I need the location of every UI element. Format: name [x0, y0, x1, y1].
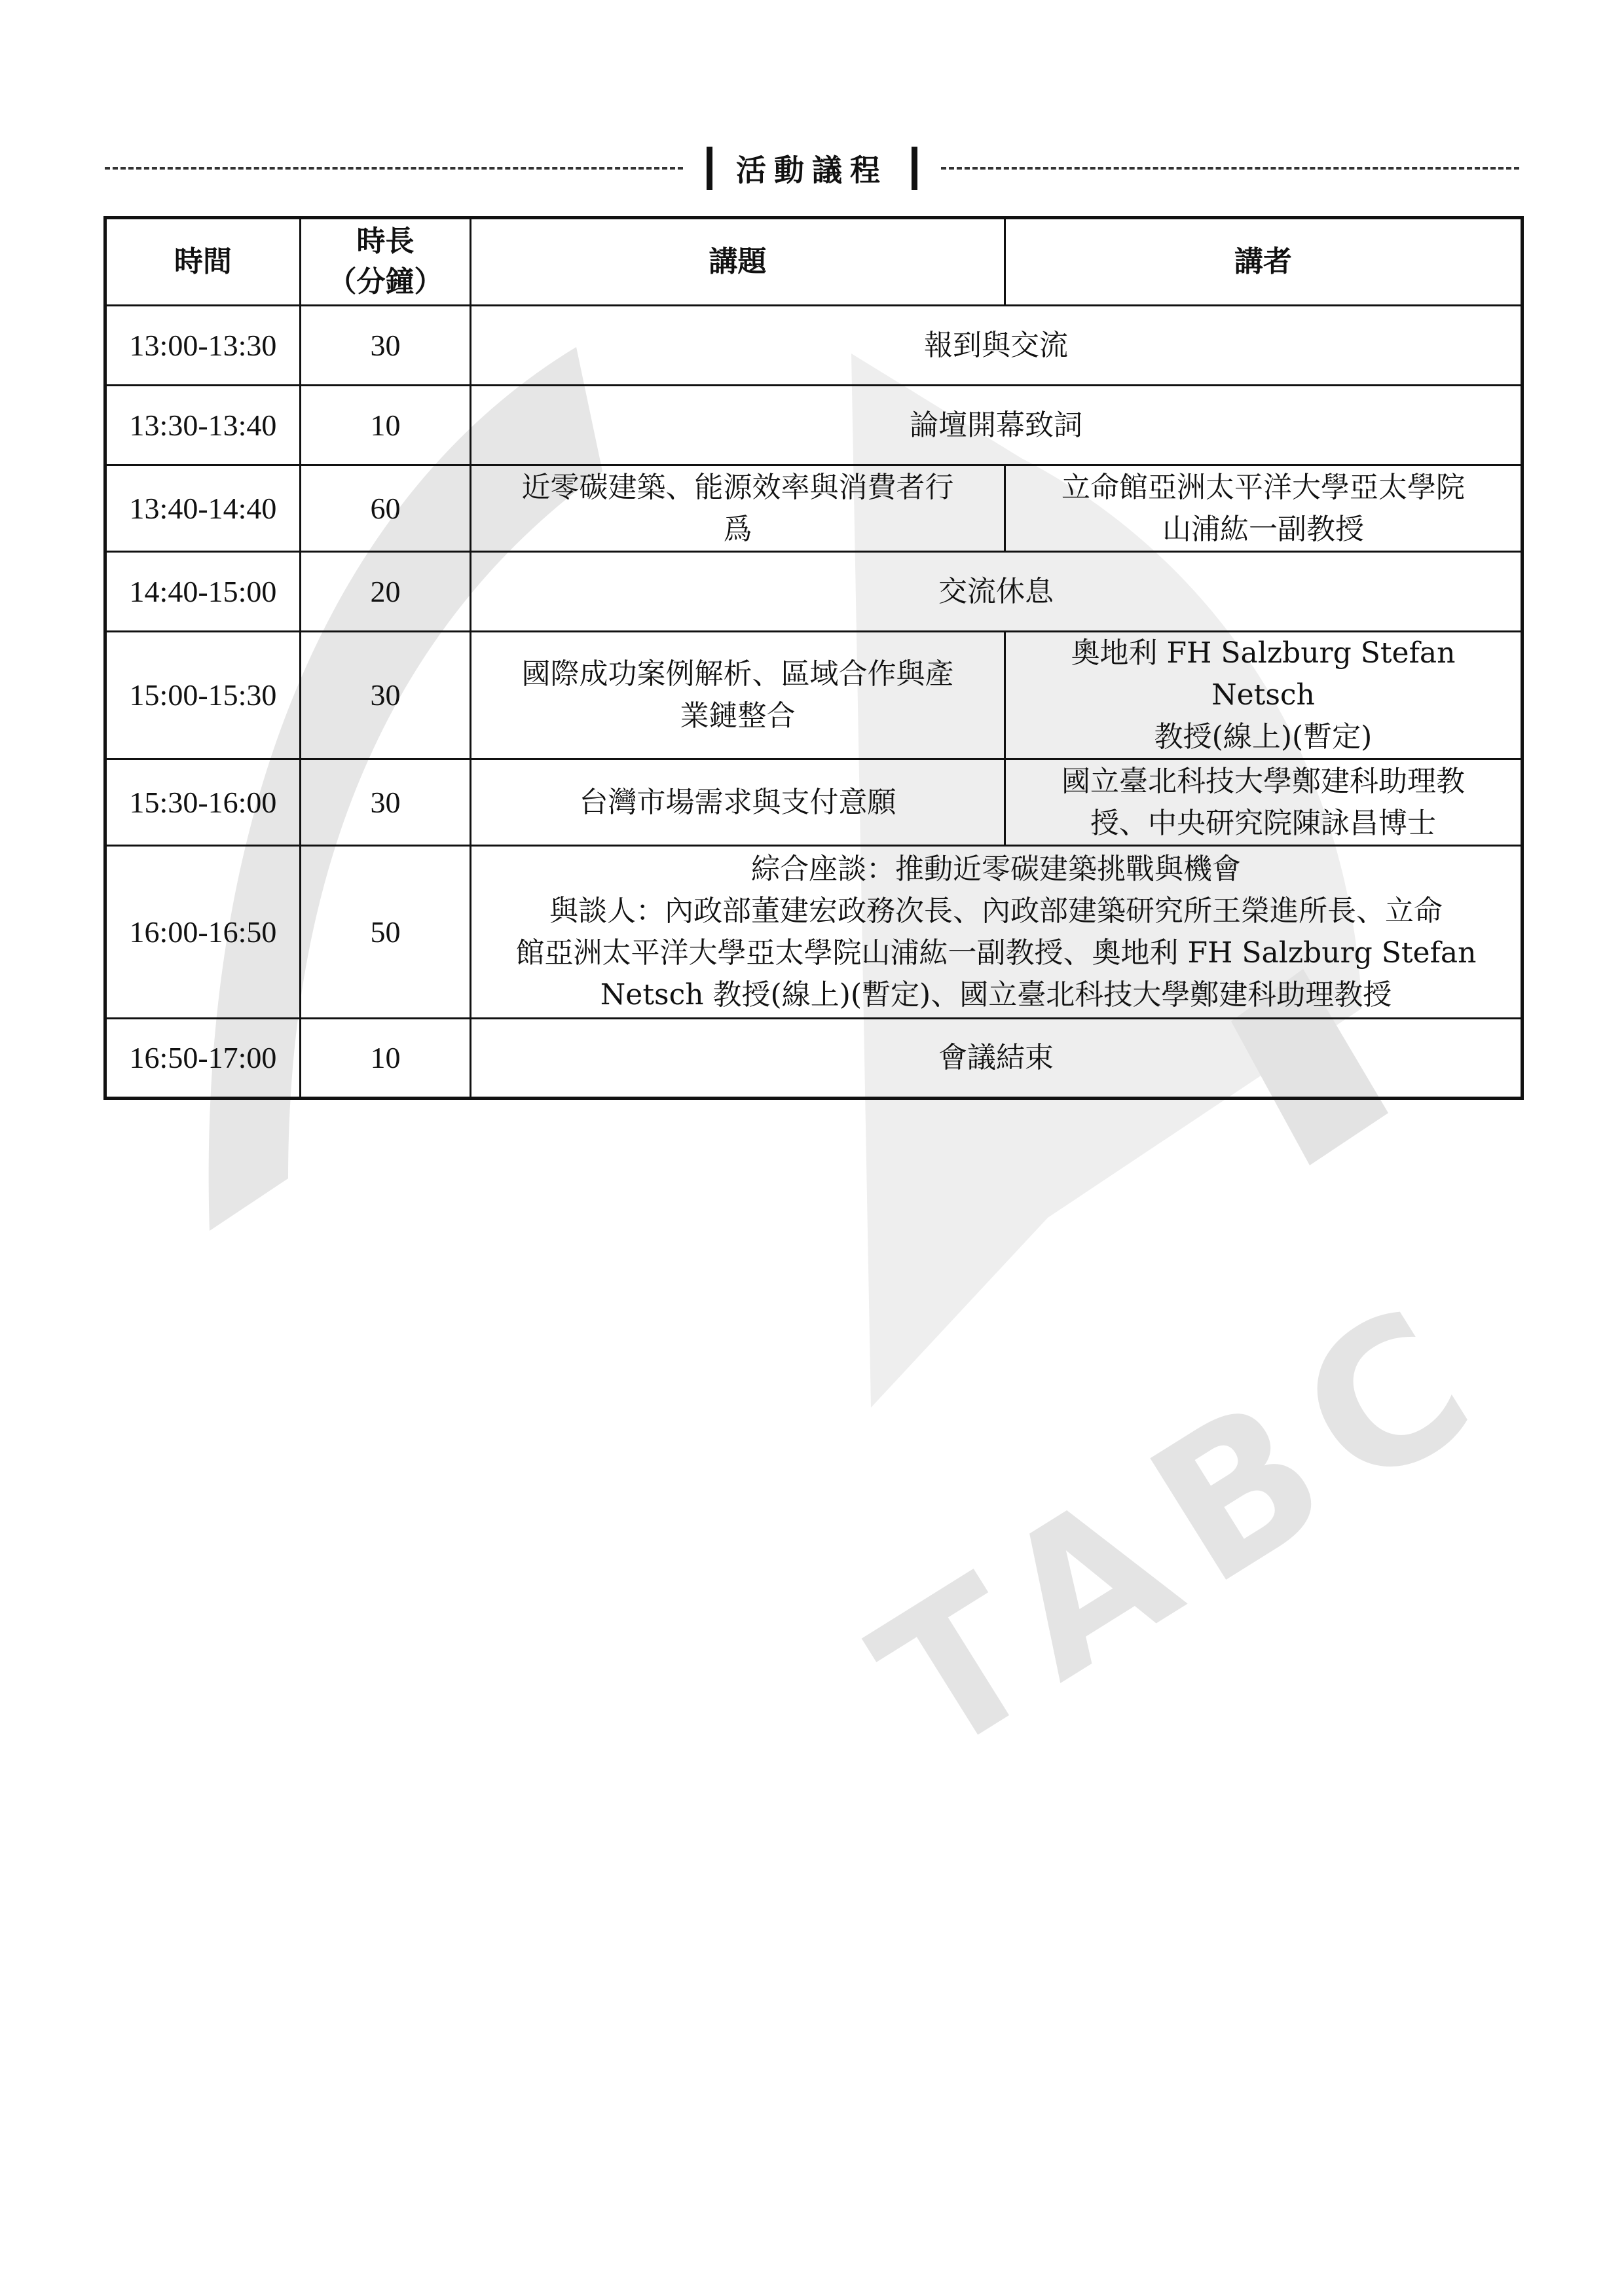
cell-duration: 20 [301, 552, 471, 632]
cell-time: 16:00-16:50 [105, 846, 301, 1019]
cell-text-line: 山浦紘一副教授 [1162, 512, 1364, 546]
cell-duration: 30 [301, 759, 471, 846]
cell-text-line: 教授(線上)(暫定) [1154, 720, 1373, 754]
cell-duration: 60 [301, 465, 471, 552]
cell-text-line: 館亞洲太平洋大學亞太學院山浦紘一副教授、奧地利 FH Salzburg Stefan [515, 936, 1477, 970]
cell-merged: 會議結束 [471, 1019, 1522, 1099]
col-header-time: 時間 [105, 218, 301, 306]
cell-text-line: 台灣市場需求與支付意願 [579, 785, 896, 819]
cell-merged: 論壇開幕致詞 [471, 386, 1522, 465]
cell-duration: 10 [301, 1019, 471, 1099]
cell-duration: 10 [301, 386, 471, 465]
table-row [105, 846, 1522, 1019]
cell-speaker [1005, 759, 1522, 846]
cell-merged: 交流休息 [471, 552, 1522, 632]
cell-text-line: 授、中央研究院陳詠昌博士 [1090, 806, 1436, 840]
page-title: 活動議程 [736, 153, 888, 188]
col-header-duration-line: 時長 [356, 225, 415, 258]
header-dash-right [941, 167, 1519, 170]
cell-text-line: 奧地利 FH Salzburg Stefan Netsch [1071, 636, 1456, 712]
cell-text-line: 近零碳建築、能源效率與消費者行 [521, 470, 954, 504]
watermark-text: TABC [840, 1251, 1529, 1800]
cell-text-line: Netsch 教授(線上)(暫定)、國立臺北科技大學鄭建科助理教授 [600, 977, 1392, 1011]
cell-time: 15:30-16:00 [105, 759, 301, 846]
col-header-speaker: 講者 [1005, 218, 1522, 306]
cell-text-line: 綜合座談：推動近零碳建築挑戰與機會 [751, 852, 1241, 886]
table-row [105, 759, 1522, 846]
table-row [105, 306, 1522, 386]
cell-time: 13:00-13:30 [105, 306, 301, 386]
col-header-topic: 講題 [471, 218, 1005, 306]
cell-time: 13:30-13:40 [105, 386, 301, 465]
col-header-duration [301, 218, 471, 306]
table-row [105, 1019, 1522, 1099]
section-header [105, 139, 1519, 198]
cell-topic [471, 759, 1005, 846]
cell-merged: 報到與交流 [471, 306, 1522, 386]
cell-topic [471, 465, 1005, 552]
cell-duration: 50 [301, 846, 471, 1019]
cell-time: 13:40-14:40 [105, 465, 301, 552]
cell-time: 14:40-15:00 [105, 552, 301, 632]
cell-text-line: 爲 [723, 512, 752, 546]
header-bar-left [707, 147, 712, 190]
cell-text-line: 國立臺北科技大學鄭建科助理教 [1061, 764, 1465, 798]
cell-duration: 30 [301, 306, 471, 386]
table-row [105, 465, 1522, 552]
agenda-table [103, 216, 1524, 1100]
header-bar-right [912, 147, 917, 190]
table-row [105, 552, 1522, 632]
cell-text-line: 立命館亞洲太平洋大學亞太學院 [1061, 470, 1465, 504]
col-header-duration-line: （分鐘） [327, 265, 443, 299]
cell-speaker [1005, 465, 1522, 552]
cell-topic [471, 632, 1005, 759]
cell-time: 15:00-15:30 [105, 632, 301, 759]
table-row [105, 632, 1522, 759]
cell-speaker [1005, 632, 1522, 759]
table-row [105, 386, 1522, 465]
cell-merged [471, 846, 1522, 1019]
cell-duration: 30 [301, 632, 471, 759]
table-header-row [105, 218, 1522, 306]
cell-text-line: 與談人：內政部董建宏政務次長、內政部建築研究所王榮進所長、立命 [549, 894, 1443, 928]
agenda-body [105, 306, 1522, 1099]
header-dash-left [105, 167, 683, 170]
cell-time: 16:50-17:00 [105, 1019, 301, 1099]
cell-text-line: 業鏈整合 [680, 699, 796, 733]
cell-text-line: 國際成功案例解析、區域合作與產 [521, 657, 954, 691]
